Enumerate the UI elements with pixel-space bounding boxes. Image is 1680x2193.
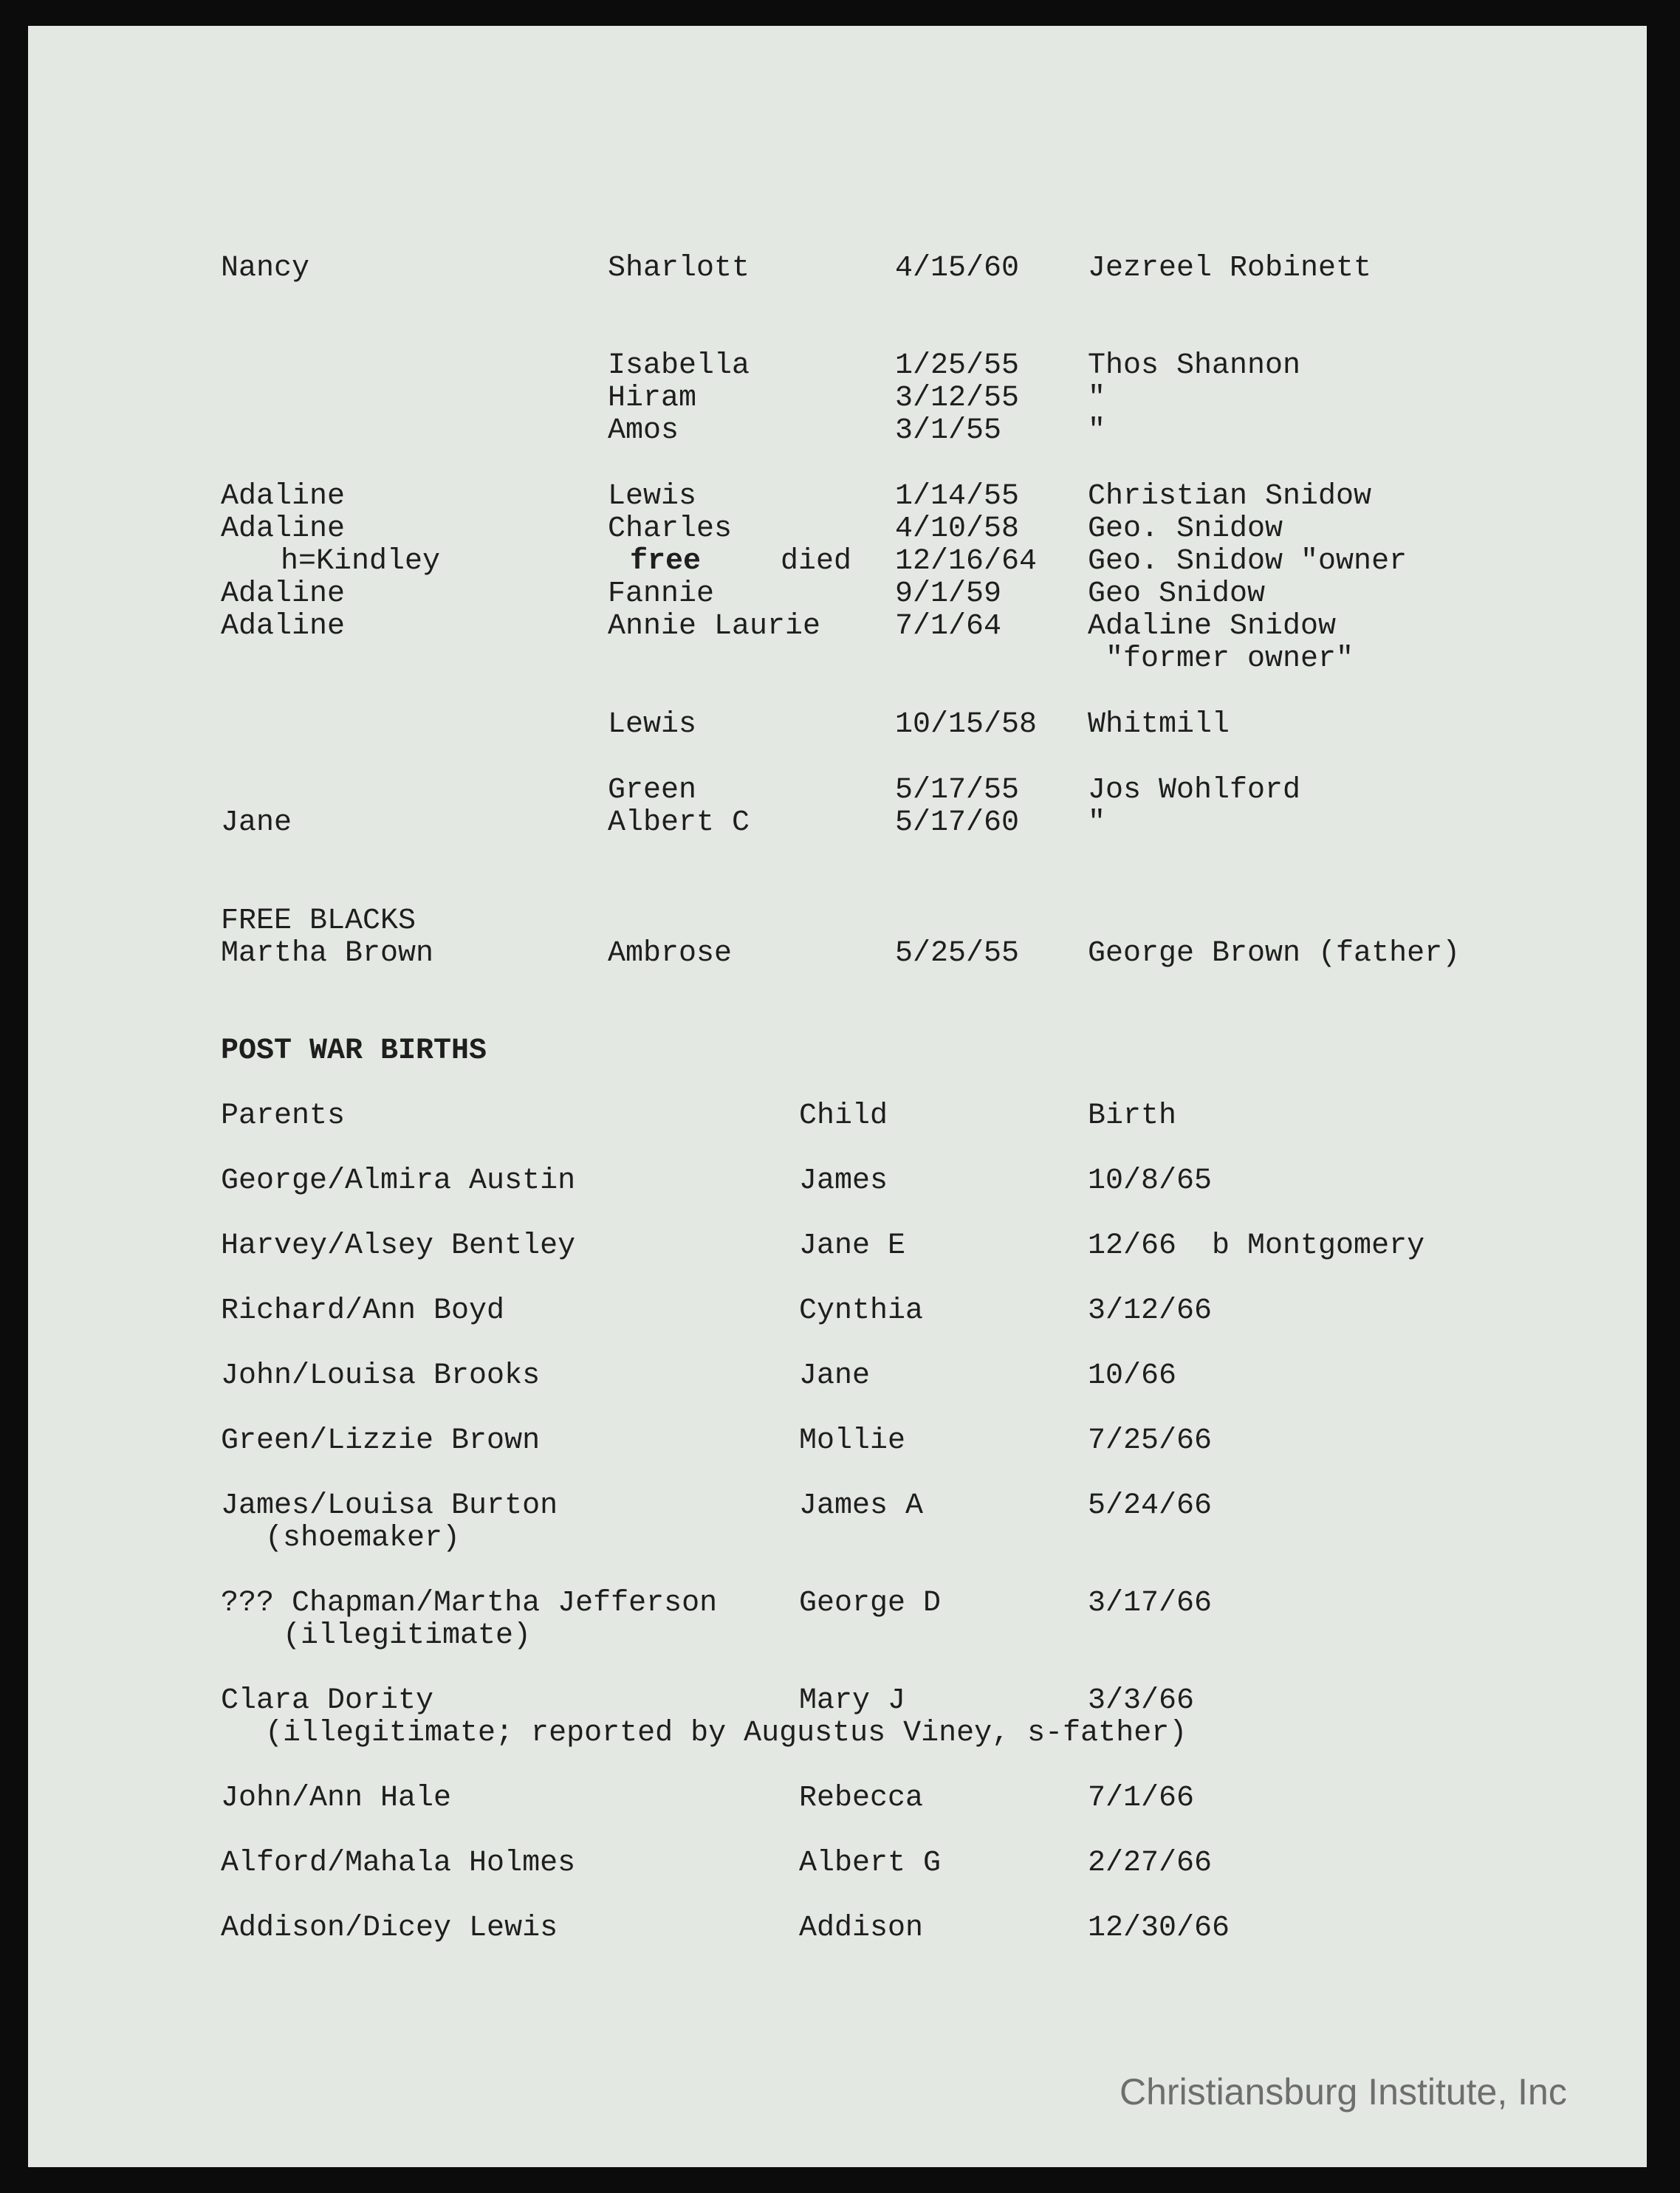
child-name: Jane E: [799, 1229, 906, 1263]
birth-date: 5/17/60: [895, 806, 1020, 840]
owner-name: Geo. Snidow: [1088, 512, 1283, 546]
mother-name: Adaline: [221, 610, 346, 643]
father-name: George Brown (father): [1088, 937, 1461, 970]
mother-name: Adaline: [221, 577, 346, 611]
owner-note: "former owner": [1105, 642, 1354, 676]
column-header-birth: Birth: [1088, 1099, 1177, 1133]
parents-note: (illegitimate): [283, 1619, 532, 1653]
parents-note: (shoemaker): [265, 1522, 461, 1555]
birth-date: 10/15/58: [895, 708, 1038, 741]
child-name: Lewis: [608, 708, 697, 741]
section-heading-post-war-births: POST WAR BIRTHS: [221, 1034, 487, 1068]
birth-date: 1/25/55: [895, 349, 1020, 382]
column-header-parents: Parents: [221, 1099, 346, 1133]
birth-date: 7/1/64: [895, 610, 1002, 643]
owner-name: Adaline Snidow: [1088, 610, 1337, 643]
child-name: Jane: [799, 1359, 871, 1393]
parents-name: Addison/Dicey Lewis: [221, 1912, 558, 1945]
parents-name: James/Louisa Burton: [221, 1489, 558, 1523]
child-name: Amos: [608, 414, 679, 447]
child-name: Rebecca: [799, 1782, 924, 1815]
owner-name: Thos Shannon: [1088, 349, 1301, 382]
child-name: Charles: [608, 512, 733, 546]
ditto-mark: ": [1088, 414, 1106, 447]
child-name: Mollie: [799, 1424, 906, 1458]
child-name: Fannie: [608, 577, 715, 611]
birth-date: 3/12/55: [895, 382, 1020, 415]
parents-name: Green/Lizzie Brown: [221, 1424, 541, 1458]
birth-date: 7/1/66: [1088, 1782, 1195, 1815]
birth-date: 10/8/65: [1088, 1164, 1213, 1198]
ditto-mark: ": [1088, 806, 1106, 840]
owner-name: Jezreel Robinett: [1088, 252, 1372, 285]
birth-date: 3/1/55: [895, 414, 1002, 447]
child-name: Addison: [799, 1912, 924, 1945]
birth-date: 7/25/66: [1088, 1424, 1213, 1458]
child-name: Mary J: [799, 1684, 906, 1717]
child-name: Isabella: [608, 349, 750, 382]
free-status: free: [630, 545, 702, 578]
birth-date: 10/66: [1088, 1359, 1177, 1393]
child-name: James A: [799, 1489, 924, 1523]
parents-name: Harvey/Alsey Bentley: [221, 1229, 576, 1263]
parents-note: (illegitimate; reported by Augustus Viney, s-father): [265, 1717, 1187, 1750]
owner-name: Geo. Snidow "owner: [1088, 545, 1408, 578]
birth-date: 3/17/66: [1088, 1587, 1213, 1620]
column-header-child: Child: [799, 1099, 888, 1133]
child-name: Hiram: [608, 382, 697, 415]
parents-name: John/Ann Hale: [221, 1782, 452, 1815]
birth-date: 5/24/66: [1088, 1489, 1213, 1523]
owner-name: Geo Snidow: [1088, 577, 1266, 611]
mother-name: Adaline: [221, 512, 346, 546]
mother-name: Martha Brown: [221, 937, 434, 970]
parents-name: John/Louisa Brooks: [221, 1359, 541, 1393]
child-name: Ambrose: [608, 937, 733, 970]
child-name: George D: [799, 1587, 942, 1620]
parents-name: George/Almira Austin: [221, 1164, 576, 1198]
death-date: 12/16/64: [895, 545, 1038, 578]
section-heading-free-blacks: FREE BLACKS: [221, 905, 416, 938]
birth-date: 5/25/55: [895, 937, 1020, 970]
birth-date: 4/15/60: [895, 252, 1020, 285]
child-name: Cynthia: [799, 1294, 924, 1328]
mother-name: Jane: [221, 806, 292, 840]
birth-date: 1/14/55: [895, 480, 1020, 513]
ditto-mark: ": [1088, 382, 1106, 415]
birth-date: 5/17/55: [895, 774, 1020, 807]
parents-name: Richard/Ann Boyd: [221, 1294, 505, 1328]
child-name: James: [799, 1164, 888, 1198]
birth-date: 3/3/66: [1088, 1684, 1195, 1717]
birth-date: 12/66 b Montgomery: [1088, 1229, 1425, 1263]
husband-note: h=Kindley: [281, 545, 441, 578]
child-name: Lewis: [608, 480, 697, 513]
document-page: [28, 26, 1647, 2167]
parents-name: ??? Chapman/Martha Jefferson: [221, 1587, 718, 1620]
birth-date: 9/1/59: [895, 577, 1002, 611]
watermark: Christiansburg Institute, Inc: [1120, 2071, 1567, 2113]
died-note: died: [781, 545, 852, 578]
mother-name: Adaline: [221, 480, 346, 513]
child-name: Albert G: [799, 1847, 942, 1880]
parents-name: Clara Dority: [221, 1684, 434, 1717]
birth-date: 2/27/66: [1088, 1847, 1213, 1880]
parents-name: Alford/Mahala Holmes: [221, 1847, 576, 1880]
owner-name: Jos Wohlford: [1088, 774, 1301, 807]
child-name: Albert C: [608, 806, 750, 840]
birth-date: 12/30/66: [1088, 1912, 1230, 1945]
child-name: Green: [608, 774, 697, 807]
owner-name: Christian Snidow: [1088, 480, 1372, 513]
birth-date: 4/10/58: [895, 512, 1020, 546]
child-name: Annie Laurie: [608, 610, 821, 643]
mother-name: Nancy: [221, 252, 310, 285]
owner-name: Whitmill: [1088, 708, 1230, 741]
birth-date: 3/12/66: [1088, 1294, 1213, 1328]
child-name: Sharlott: [608, 252, 750, 285]
